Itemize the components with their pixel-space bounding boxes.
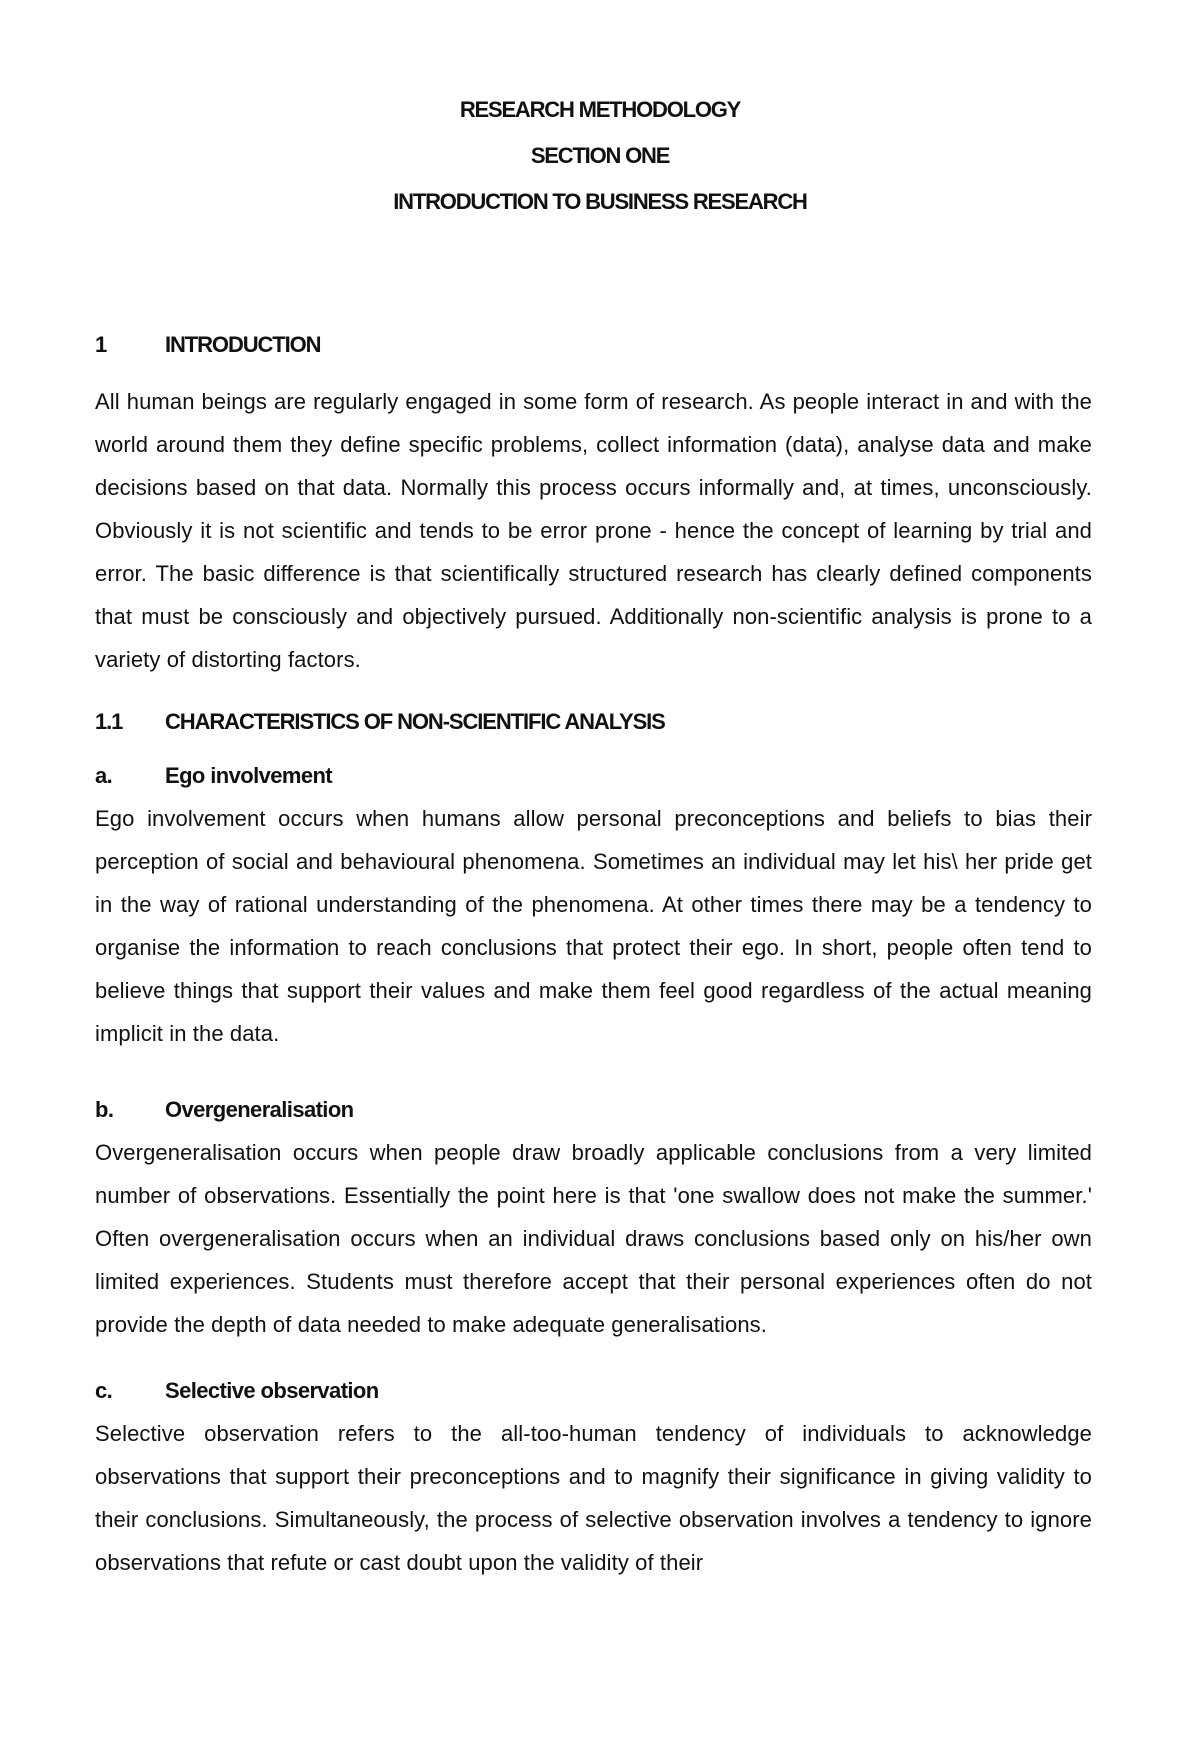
document-subtitle: INTRODUCTION TO BUSINESS RESEARCH (393, 189, 807, 214)
subheading-ego-involvement (95, 761, 1092, 791)
ego-involvement-paragraph: Ego involvement occurs when humans allow personal preconceptions and beliefs to bias their perception of social and behavioural phenomena. Sometimes an individual may let his\ her pride get in the way of rational understanding of the phenomena. At other times there may be a tendency to organise the information to reach conclusions that protect their ego. In short, people often tend to believe things that support their values and make them feel good regardless of the actual meaning implicit in the data. (95, 806, 1092, 1046)
subheading-text: Selective observation (165, 1378, 379, 1403)
heading-number: 1.1 (95, 709, 123, 734)
heading-number: 1 (95, 332, 107, 357)
subheading-text: Ego involvement (165, 763, 333, 788)
subheading-letter: a. (95, 763, 113, 788)
section-title: SECTION ONE (530, 143, 670, 168)
heading-text: INTRODUCTION (165, 332, 321, 357)
spacer (95, 1055, 1092, 1095)
subheading-selective-observation (95, 1376, 1092, 1406)
document-body (95, 330, 1092, 1584)
heading-introduction (95, 330, 1092, 360)
document-title: RESEARCH METHODOLOGY (459, 97, 741, 122)
spacer (95, 1346, 1092, 1376)
selective-observation-paragraph: Selective observation refers to the all-too-human tendency of individuals to acknowledge observations that support their preconceptions and to magnify their significance in giving validity to their conclusions. Simultaneously, the process of selective observation involves a tendency to ignore observations that refute or cast doubt upon the validity of their (95, 1421, 1092, 1575)
subheading-overgeneralisation (95, 1095, 1092, 1125)
subheading-letter: b. (95, 1097, 114, 1122)
heading-text: CHARACTERISTICS OF NON-SCIENTIFIC ANALYSIS (165, 709, 665, 734)
subheading-text: Overgeneralisation (165, 1097, 354, 1122)
document-header (0, 95, 1200, 233)
overgeneralisation-paragraph: Overgeneralisation occurs when people draw broadly applicable conclusions from a very limited number of observations. Essentially the point here is that 'one swallow does not make the summer.' Often overgeneralisation occurs when an individual draws conclusions based only on his/her own limited experiences. Students must therefore accept that their personal experiences often do not provide the depth of data needed to make adequate generalisations. (95, 1140, 1092, 1337)
subheading-letter: c. (95, 1378, 113, 1403)
intro-paragraph: All human beings are regularly engaged in some form of research. As people interact in and with the world around them they define specific problems, collect information (data), analyse data and make decisions based on that data. Normally this process occurs informally and, at times, unconsciously. Obviously it is not scientific and tends to be error prone - hence the concept of learning by trial and error. The basic difference is that scientifically structured research has clearly defined components that must be consciously and objectively pursued. Additionally non-scientific analysis is prone to a variety of distorting factors. (95, 389, 1092, 672)
heading-characteristics (95, 707, 1092, 737)
